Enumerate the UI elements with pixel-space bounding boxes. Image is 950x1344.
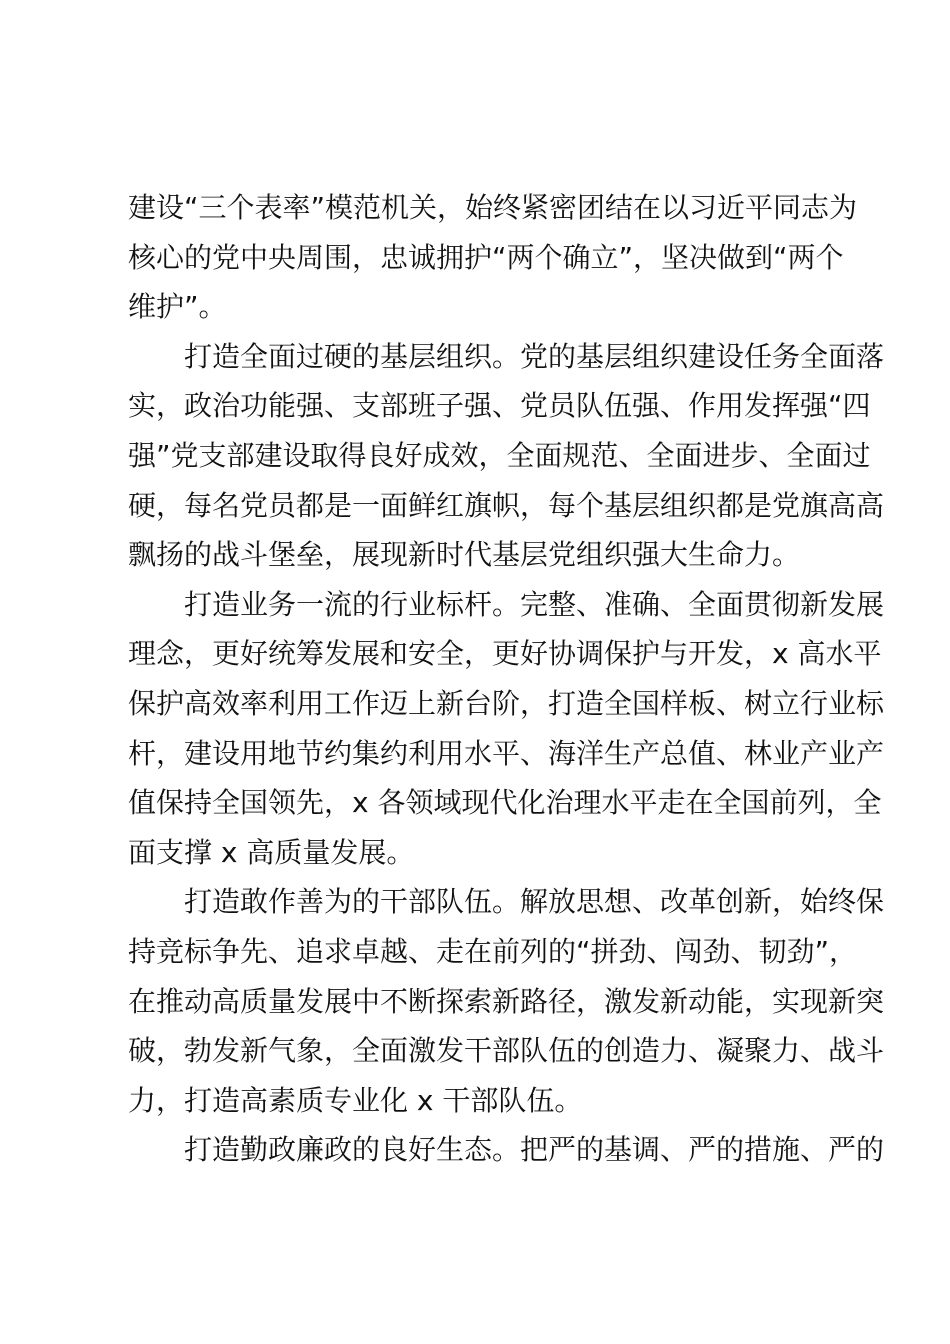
text-line: 打造业务一流的行业标杆。完整、准确、全面贯彻新发展 <box>184 587 885 621</box>
text-line: 面支撑 x 高质量发展。 <box>128 835 415 869</box>
text-line: 杆，建设用地节约集约利用水平、海洋生产总值、林业产业产 <box>128 736 885 770</box>
text-line: 值保持全国领先，x 各领域现代化治理水平走在全国前列，全 <box>128 786 882 820</box>
text-line: 持竞标争先、追求卓越、走在前列的“拼劲、闯劲、韧劲”， <box>128 934 858 968</box>
text-line: 在推动高质量发展中不断探索新路径，激发新动能，实现新突 <box>128 984 885 1018</box>
text-line: 破，勃发新气象，全面激发干部队伍的创造力、凝聚力、战斗 <box>128 1034 885 1068</box>
paragraph-integrity-ecology <box>128 1125 885 1175</box>
text-line: 强”党支部建设取得良好成效，全面规范、全面进步、全面过 <box>128 438 871 472</box>
document-body <box>128 183 885 1175</box>
text-line: 硬，每名党员都是一面鲜红旗帜，每个基层组织都是党旗高高 <box>128 488 885 522</box>
paragraph-grassroots-organization <box>128 332 885 580</box>
text-line: 保护高效率利用工作迈上新台阶，打造全国样板、树立行业标 <box>128 686 885 720</box>
text-line: 力，打造高素质专业化 x 干部队伍。 <box>128 1083 583 1117</box>
text-line: 实，政治功能强、支部班子强、党员队伍强、作用发挥强“四 <box>128 389 871 423</box>
paragraph-cadre-team <box>128 877 885 1125</box>
text-line: 打造全面过硬的基层组织。党的基层组织建设任务全面落 <box>184 339 885 373</box>
text-line: 飘扬的战斗堡垒，展现新时代基层党组织强大生命力。 <box>128 538 801 572</box>
paragraph-industry-benchmark <box>128 580 885 878</box>
text-line: 打造敢作善为的干部队伍。解放思想、改革创新，始终保 <box>184 885 885 919</box>
text-line: 维护”。 <box>128 290 227 324</box>
text-line: 核心的党中央周围，忠诚拥护“两个确立”，坚决做到“两个 <box>128 240 844 274</box>
text-line: 理念，更好统筹发展和安全，更好协调保护与开发，x 高水平 <box>128 637 882 671</box>
text-line: 建设“三个表率”模范机关，始终紧密团结在以习近平同志为 <box>128 191 858 224</box>
text-line: 打造勤政廉政的良好生态。把严的基调、严的措施、严的 <box>184 1133 885 1167</box>
paragraph-organ-construction <box>128 183 858 332</box>
